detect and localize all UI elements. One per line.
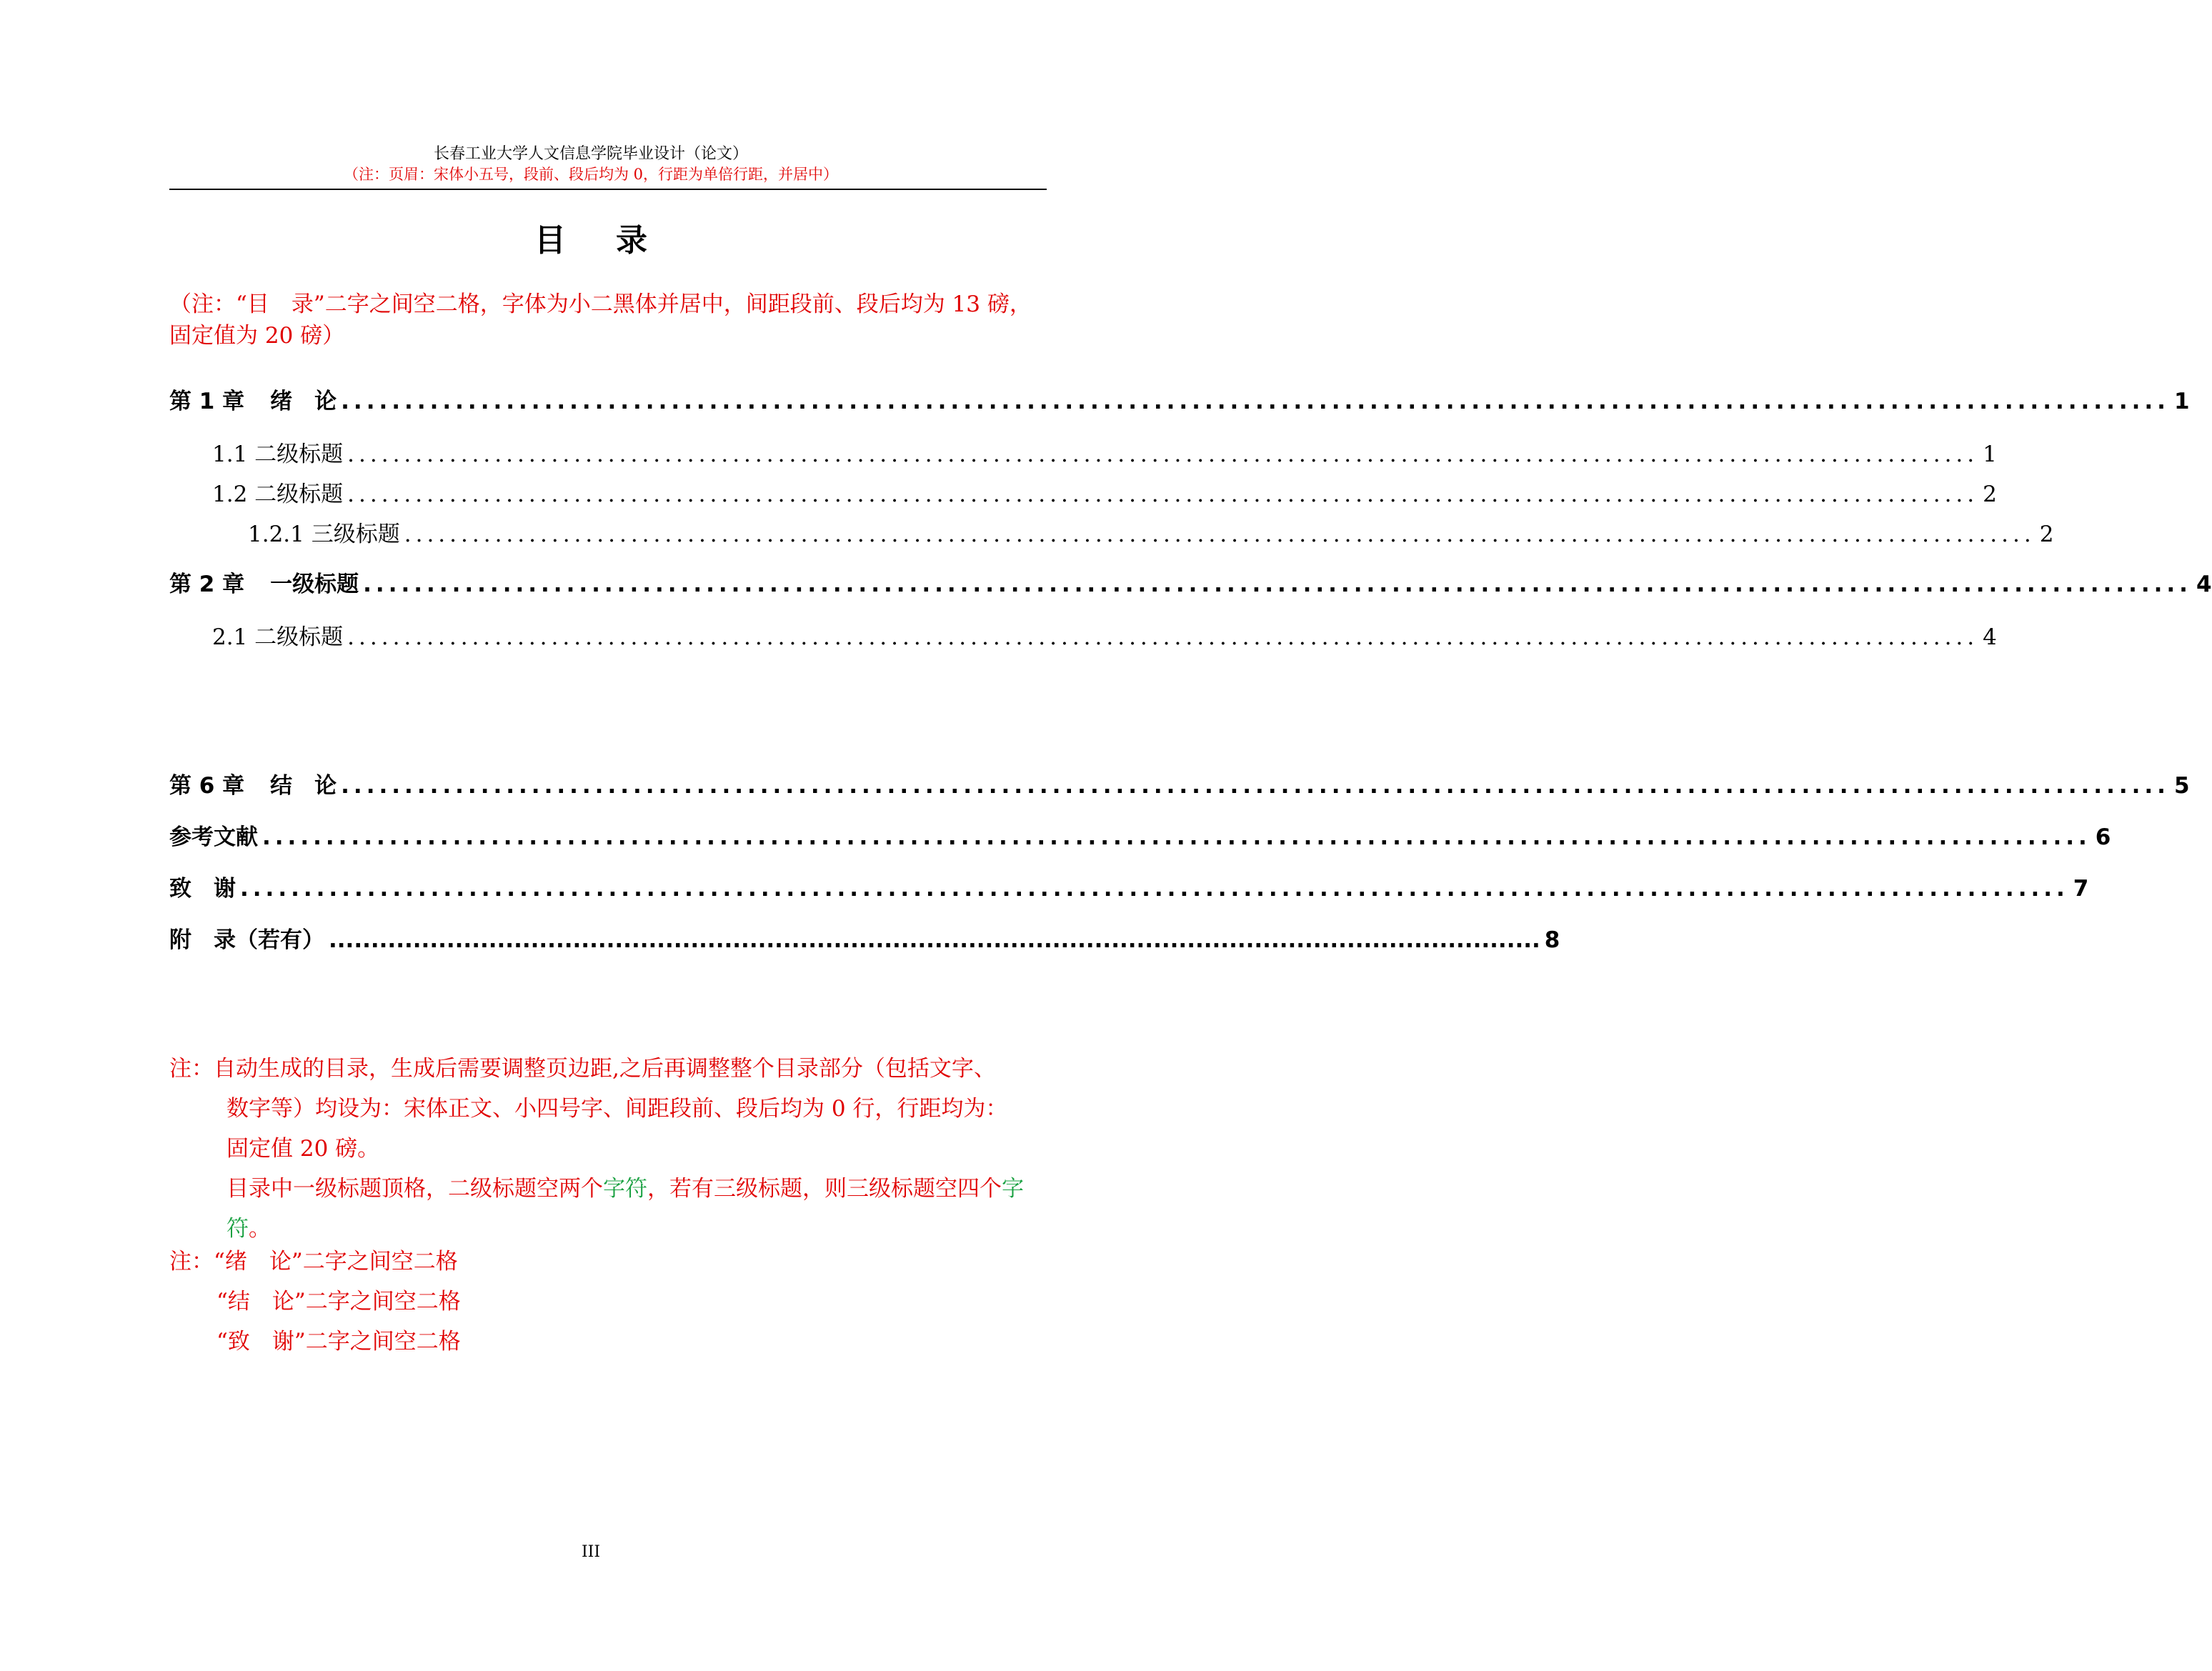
note-line [169, 1169, 1055, 1249]
chapter-number: 第 1 章 [169, 389, 245, 414]
dot-leader: ................................................................................................................................................ [347, 624, 1979, 650]
dot-leader: ................................................................................................................................................ [347, 442, 1979, 467]
dot-leader: ................................................................................................................................................ [329, 927, 1540, 953]
toc-heading-char-2: 录 [616, 222, 647, 259]
toc-entry-appendix[interactable] [169, 922, 1560, 954]
toc-heading-char-1: 目 [534, 222, 566, 259]
section-label: 1.2 二级标题 [212, 482, 344, 507]
page-ref: 5 [2173, 773, 2190, 799]
page-header-note: （注：页眉：宋体小五号，段前、段后均为 0，行距为单倍行距，并居中） [343, 166, 839, 183]
toc-entry-chapter-6[interactable] [169, 767, 2190, 799]
toc-entry-section-1-2-1[interactable] [248, 516, 2054, 548]
note-line: “致 谢”二字之间空二格 [216, 1329, 461, 1355]
page-ref: 1 [1983, 442, 1997, 467]
page-ref: 6 [2095, 824, 2111, 850]
page-ref: 7 [2073, 876, 2089, 902]
page-ref: 1 [2173, 389, 2190, 414]
dot-leader: ................................................................................................................................................ [341, 773, 2170, 799]
dot-leader: ................................................................................................................................................ [347, 482, 1979, 507]
dot-leader: ................................................................................................................................................ [404, 522, 2036, 547]
chapter-title: 结 论 [270, 773, 337, 799]
note-line: “结 论”二字之间空二格 [216, 1289, 461, 1315]
note-text: 目录中一级标题顶格，二级标题空两个 [226, 1176, 603, 1202]
section-label: 2.1 二级标题 [212, 624, 344, 650]
toc-heading [0, 214, 1182, 260]
page-ref: 2 [1983, 482, 1997, 507]
note-line: 数字等）均设为：宋体正文、小四号字、间距段前、段后均为 0 行，行距均为： [226, 1096, 1008, 1122]
toc-entry-section-2-1[interactable] [212, 619, 1997, 651]
dot-leader: ................................................................................................................................................ [240, 876, 2069, 902]
page-ref: 4 [1983, 624, 1997, 650]
page-header-title: 长春工业大学人文信息学院毕业设计（论文） [433, 145, 748, 163]
page-ref: 4 [2196, 572, 2212, 597]
note-line: 注：自动生成的目录，生成后需要调整页边距,之后再调整整个目录部分（包括文字、 [169, 1056, 996, 1082]
note-highlight: 字符 [603, 1176, 647, 1202]
heading-format-note: （注：“目 录”二字之间空二格，字体为小二黑体并居中，间距段前、段后均为 13 磅，固定值为 20 磅） [169, 291, 1032, 349]
dot-leader: ................................................................................................................................................ [363, 572, 2192, 597]
note-text: 。 [249, 1216, 271, 1242]
chapter-number: 第 2 章 [169, 572, 245, 597]
page-ref: 2 [2039, 522, 2054, 547]
toc-entry-section-1-1[interactable] [212, 436, 1997, 468]
toc-entry-acknowledgements[interactable] [169, 870, 2089, 902]
section-label: 1.1 二级标题 [212, 442, 344, 467]
note-text: ，若有三级标题，则三级标题空四个 [647, 1176, 1002, 1202]
entry-label: 附 录（若有） [169, 927, 324, 953]
header-rule [169, 189, 1047, 190]
note-line: 固定值 20 磅。 [226, 1136, 380, 1162]
spacing-note [169, 1242, 461, 1362]
subsection-label: 1.2.1 三级标题 [248, 522, 400, 547]
chapter-number: 第 6 章 [169, 773, 245, 799]
toc-entry-chapter-1[interactable] [169, 383, 2190, 415]
page-number: III [581, 1543, 601, 1561]
dot-leader: ................................................................................................................................................ [262, 824, 2091, 850]
entry-label: 致 谢 [169, 876, 236, 902]
toc-entry-chapter-2[interactable] [169, 566, 2212, 598]
note-highlight: 字符 [226, 1176, 1024, 1242]
toc-entry-section-1-2[interactable] [212, 476, 1997, 508]
note-line: 注：“绪 论”二字之间空二格 [169, 1249, 458, 1275]
page-ref: 8 [1544, 927, 1560, 953]
chapter-title: 一级标题 [270, 572, 359, 597]
toc-entry-references[interactable] [169, 819, 2111, 851]
dot-leader: ................................................................................................................................................ [341, 389, 2170, 414]
chapter-title: 绪 论 [270, 389, 337, 414]
entry-label: 参考文献 [169, 824, 258, 850]
toc-format-note [169, 1049, 1055, 1249]
